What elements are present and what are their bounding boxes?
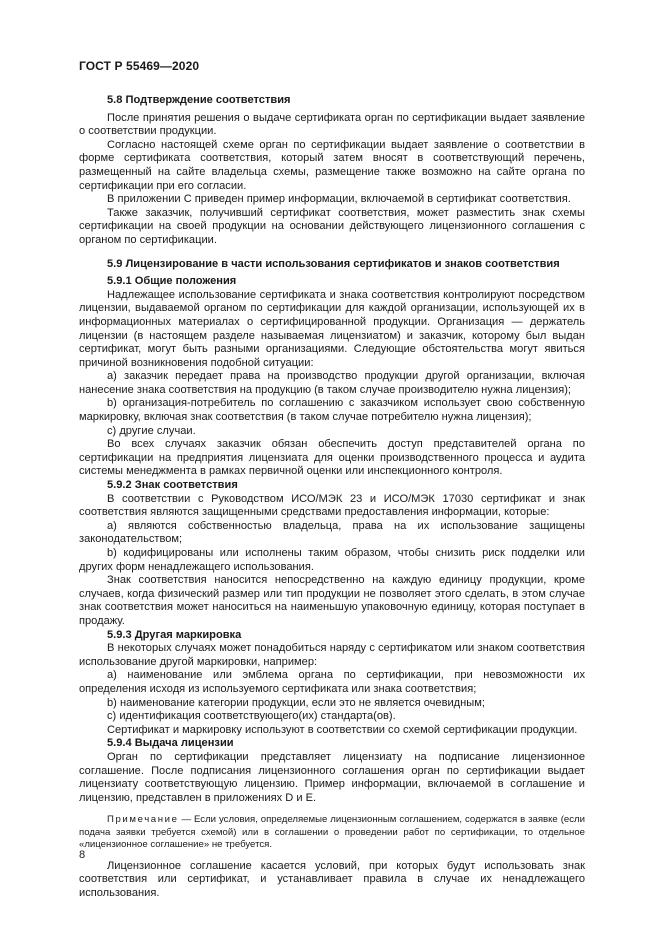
paragraph: Согласно настоящей схеме орган по сертификации выдает заявление о соответствии в форме сертификата соответствия, который затем вносят в соответствующий перечень, размещенный на сайте владельца схемы, размещение также возможно на сайте органа по сертификации при его согласии.: [79, 138, 585, 192]
section-heading: 5.8 Подтверждение соответствия: [107, 94, 291, 106]
paragraph: Сертификат и маркировку используют в соответствии со схемой сертификации продукции.: [107, 723, 578, 736]
list-item: с) идентификация соответствующего(их) стандарта(ов).: [107, 710, 396, 723]
section-heading: 5.9 Лицензирование в части использования сертификатов и знаков соответствия: [107, 257, 560, 270]
list-item: b) наименование категории продукции, если это не является очевидным;: [107, 696, 485, 709]
paragraph: Надлежащее использование сертификата и знака соответствия контролируют посредством лицензии, выдаваемой органом по сертификации для каждой организации, использующей их в информационных материалах о сертифицированной продукции. Организация — держатель лицензии (в настоящем разделе называемая лицензиатом) и заказчик, которому был выдан сертификат, могут быть разными организациями. Следующие обстоятельства могут явиться причиной возникновения подобной ситуации:: [79, 288, 585, 369]
note: [79, 814, 585, 851]
paragraph: Также заказчик, получивший сертификат соответствия, может разместить знак схемы сертификации на своей продукции на основании действующего лицензионного соглашения с органом по сертификации.: [79, 206, 585, 246]
paragraph: Лицензионное соглашение касается условий, при которых будут использовать знак соответствия или сертификат, и устанавливает правила в случае их ненадлежащего использования.: [79, 859, 585, 899]
list-item: с) другие случаи.: [107, 424, 196, 437]
paragraph: После принятия решения о выдаче сертификата орган по сертификации выдает заявление о соответствии продукции.: [79, 111, 585, 138]
list-item: b) организация-потребитель по соглашению с заказчиком использует свою собственную маркировку, включая знак соответствия (в таком случае потребителю нужна лицензия);: [79, 397, 585, 424]
page-number: 8: [79, 849, 86, 861]
document-header: ГОСТ Р 55469—2020: [79, 59, 200, 73]
subsection-heading: 5.9.3 Другая маркировка: [107, 628, 242, 641]
document-body: [79, 94, 585, 900]
paragraph: Орган по сертификации представляет лицензиату на подписание лицензионное соглашение. После подписания лицензионного соглашения орган по сертификации выдает лицензиату соответствующую лицензию. Пример информации, включаемой в соглашение и лицензию, представлен в приложениях D и E.: [79, 750, 585, 804]
list-item: b) кодифицированы или исполнены таким образом, чтобы снизить риск подделки или других форм ненадлежащего использования.: [79, 547, 585, 573]
paragraph: В соответствии с Руководством ИСО/МЭК 23 и ИСО/МЭК 17030 сертификат и знак соответствия являются защищенными средствами предоставления информации, которые:: [79, 492, 585, 519]
list-item: а) наименование или эмблема органа по сертификации, при невозможности их определения исходя из используемого сертификата или знака соответствия;: [79, 669, 585, 695]
paragraph: Во всех случаях заказчик обязан обеспечить доступ представителей органа по сертификации на предприятия лицензиата для оценки производственного процесса и аудита системы менеджмента в рамках первичной оценки или инспекционного контроля.: [79, 438, 585, 478]
note-label: Примечание: [107, 814, 179, 826]
list-item: а) являются собственностью владельца, права на их использование защищены законодательством;: [79, 519, 585, 546]
paragraph: В приложении С приведен пример информации, включаемой в сертификат соответствия.: [107, 193, 571, 206]
subsection-heading: 5.9.2 Знак соответствия: [107, 479, 238, 492]
paragraph: В некоторых случаях может понадобиться наряду с сертификатом или знаком соответствия использование другой маркировки, например:: [79, 642, 585, 668]
subsection-heading: 5.9.4 Выдача лицензии: [107, 737, 234, 750]
note-text: — Если условия, определяемые лицензионным соглашением, содержатся в заявке (если подача заявки требуется схемой) или в соглашении о проведении работ по сертификации, то отдельное «лицензионное соглашение» не требуется.: [79, 814, 585, 851]
list-item: а) заказчик передает права на производство продукции другой организации, включая нанесение знака соответствия на продукцию (в таком случае производителю нужна лицензия);: [79, 370, 585, 396]
paragraph: Знак соответствия наносится непосредственно на каждую единицу продукции, кроме случаев, когда физический размер или тип продукции не позволяет этого сделать, в этом случае знак соответствия может наноситься на наименьшую упаковочную единицу, которая поступает в продажу.: [79, 574, 585, 627]
subsection-heading: 5.9.1 Общие положения: [107, 275, 237, 288]
